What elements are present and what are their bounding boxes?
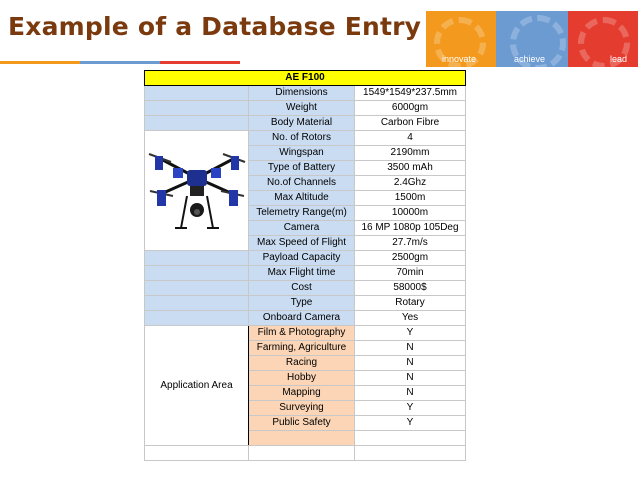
table-row	[145, 131, 466, 146]
spec-value: 6000gm	[355, 101, 466, 116]
blank-cell	[249, 446, 355, 461]
table-row	[145, 86, 466, 101]
spec-label: Wingspan	[249, 146, 355, 161]
application-label: Surveying	[249, 401, 355, 416]
blank-cell	[145, 281, 249, 296]
spec-value: Carbon Fibre	[355, 116, 466, 131]
table-row	[145, 101, 466, 116]
blank-cell	[145, 311, 249, 326]
blank-cell	[145, 266, 249, 281]
table-row	[145, 296, 466, 311]
title-underline-red	[160, 61, 240, 64]
spec-label: Camera	[249, 221, 355, 236]
brand-banner	[426, 11, 638, 67]
drone-photo	[145, 131, 249, 251]
application-value: N	[355, 341, 466, 356]
spec-label: Cost	[249, 281, 355, 296]
table-header-row	[145, 71, 466, 86]
spec-label: Max Speed of Flight	[249, 236, 355, 251]
application-value: Y	[355, 326, 466, 341]
drone-icon	[147, 136, 247, 240]
spec-value: 4	[355, 131, 466, 146]
application-label: Hobby	[249, 371, 355, 386]
spec-label: Dimensions	[249, 86, 355, 101]
database-entry-table	[144, 70, 466, 461]
spec-label: Max Altitude	[249, 191, 355, 206]
spec-label: Onboard Camera	[249, 311, 355, 326]
application-value: N	[355, 371, 466, 386]
spec-label: Payload Capacity	[249, 251, 355, 266]
spec-value: 2190mm	[355, 146, 466, 161]
banner-segment-innovate	[426, 11, 496, 67]
spec-label: Telemetry Range(m)	[249, 206, 355, 221]
application-label: Farming, Agriculture	[249, 341, 355, 356]
title-underline-orange	[0, 61, 80, 64]
table-row	[145, 251, 466, 266]
application-value: N	[355, 386, 466, 401]
spec-label: Body Material	[249, 116, 355, 131]
title-underline-blue	[80, 61, 160, 64]
spec-value: 27.7m/s	[355, 236, 466, 251]
banner-word-innovate: innovate	[442, 54, 477, 64]
banner-word-achieve: achieve	[514, 54, 546, 64]
spec-label: Weight	[249, 101, 355, 116]
application-label: Racing	[249, 356, 355, 371]
spec-value: 1549*1549*237.5mm	[355, 86, 466, 101]
spec-label: Type of Battery	[249, 161, 355, 176]
spec-label: Type	[249, 296, 355, 311]
application-value: Y	[355, 401, 466, 416]
spec-value: 16 MP 1080p 105Deg	[355, 221, 466, 236]
spec-value: 3500 mAh	[355, 161, 466, 176]
table-row	[145, 446, 466, 461]
spec-label: No.of Channels	[249, 176, 355, 191]
blank-cell	[145, 251, 249, 266]
spec-value: 2.4Ghz	[355, 176, 466, 191]
table-row	[145, 326, 466, 341]
table-row	[145, 311, 466, 326]
blank-cell	[145, 116, 249, 131]
banner-segment-achieve	[496, 11, 568, 67]
banner-segment-lead	[568, 11, 638, 67]
table-row	[145, 266, 466, 281]
table-row	[145, 281, 466, 296]
spec-value: Rotary	[355, 296, 466, 311]
spec-value: 1500m	[355, 191, 466, 206]
blank-cell	[145, 86, 249, 101]
blank-cell	[145, 101, 249, 116]
spec-value: 2500gm	[355, 251, 466, 266]
blank-cell	[249, 431, 355, 446]
spec-value: 10000m	[355, 206, 466, 221]
application-value: N	[355, 356, 466, 371]
spec-value: 58000$	[355, 281, 466, 296]
blank-cell	[145, 296, 249, 311]
spec-value: 70min	[355, 266, 466, 281]
blank-cell	[355, 431, 466, 446]
blank-cell	[145, 446, 249, 461]
spec-label: No. of Rotors	[249, 131, 355, 146]
application-label: Mapping	[249, 386, 355, 401]
spec-label: Max Flight time	[249, 266, 355, 281]
application-label: Film & Photography	[249, 326, 355, 341]
application-value: Y	[355, 416, 466, 431]
blank-cell	[355, 446, 466, 461]
application-area-label: Application Area	[145, 326, 249, 446]
model-header: AE F100	[145, 71, 466, 86]
banner-word-lead: lead	[610, 54, 628, 64]
slide-title: Example of a Database Entry	[8, 12, 422, 41]
application-label: Public Safety	[249, 416, 355, 431]
spec-value: Yes	[355, 311, 466, 326]
table-row	[145, 116, 466, 131]
